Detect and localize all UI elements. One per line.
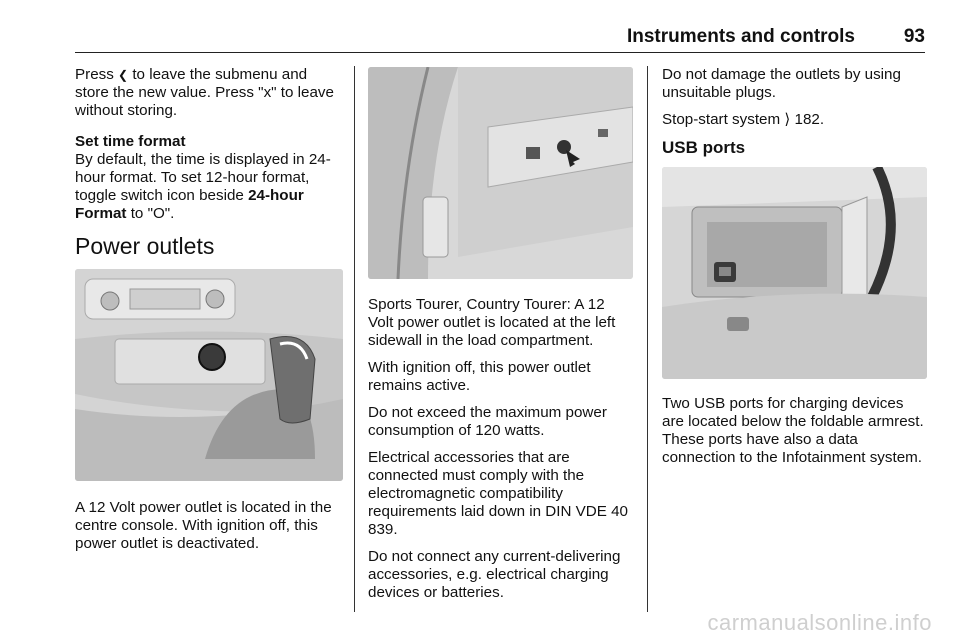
text-fragment: By default, the time is displayed in 24-hour format. To set 12-hour format, toggle switch icon beside <box>75 151 331 204</box>
column-2 <box>368 66 633 611</box>
usb-illustration <box>662 167 927 379</box>
figure-centre-console <box>75 269 343 481</box>
section-title-usb-ports: USB ports <box>662 138 746 157</box>
paragraph-ignition-off: With ignition off, this power outlet remains active. <box>368 359 591 394</box>
page-number: 93 <box>903 26 925 47</box>
paragraph-time-format <box>75 151 343 223</box>
paragraph-emc: Electrical accessories that are connected must comply with the electromagnetic compatibility requirements laid down in DIN VDE 40 839. <box>368 449 628 538</box>
text-fragment: Press <box>75 66 119 83</box>
text-fragment: Stop-start system <box>662 111 785 128</box>
column-3 <box>662 66 927 476</box>
paragraph-submenu <box>75 66 343 120</box>
subheading-time-format: Set time format <box>75 133 186 150</box>
paragraph-max-power: Do not exceed the maximum power consumption of 120 watts. <box>368 404 607 439</box>
load-compartment-illustration <box>368 67 633 279</box>
paragraph-current-delivering: Do not connect any current-delivering accessories, e.g. electrical charging devices or batteries. <box>368 548 621 601</box>
console-illustration <box>75 269 343 481</box>
column-divider <box>647 66 648 612</box>
page-header <box>75 26 925 53</box>
text-fragment: to leave the submenu and store the new value. Press "x" to leave without storing. <box>75 66 334 119</box>
figure-load-compartment <box>368 67 633 279</box>
page-reference: ⟩ 182. <box>784 111 825 128</box>
paragraph-stop-start <box>662 111 927 129</box>
page-title: Instruments and controls <box>626 26 855 47</box>
bold-term: 24-hour Format <box>75 187 304 222</box>
watermark: carmanualsonline.info <box>707 610 932 635</box>
caption-usb-ports: Two USB ports for charging devices are located below the foldable armrest. These ports have also a data connection to the Infotainment system. <box>662 395 924 466</box>
caption-centre-console: A 12 Volt power outlet is located in the centre console. With ignition off, this power outlet is deactivated. <box>75 499 332 552</box>
column-divider <box>354 66 355 612</box>
back-arrow-icon: ❮ <box>118 68 129 82</box>
paragraph-unsuitable-plugs: Do not damage the outlets by using unsuitable plugs. <box>662 66 901 101</box>
paragraph-sports-tourer: Sports Tourer, Country Tourer: A 12 Volt power outlet is located at the left sidewall in the load compartment. <box>368 296 616 349</box>
figure-usb-ports <box>662 167 927 379</box>
column-1 <box>75 66 343 562</box>
section-title-power-outlets: Power outlets <box>75 233 215 259</box>
text-fragment: to "O". <box>126 205 175 222</box>
